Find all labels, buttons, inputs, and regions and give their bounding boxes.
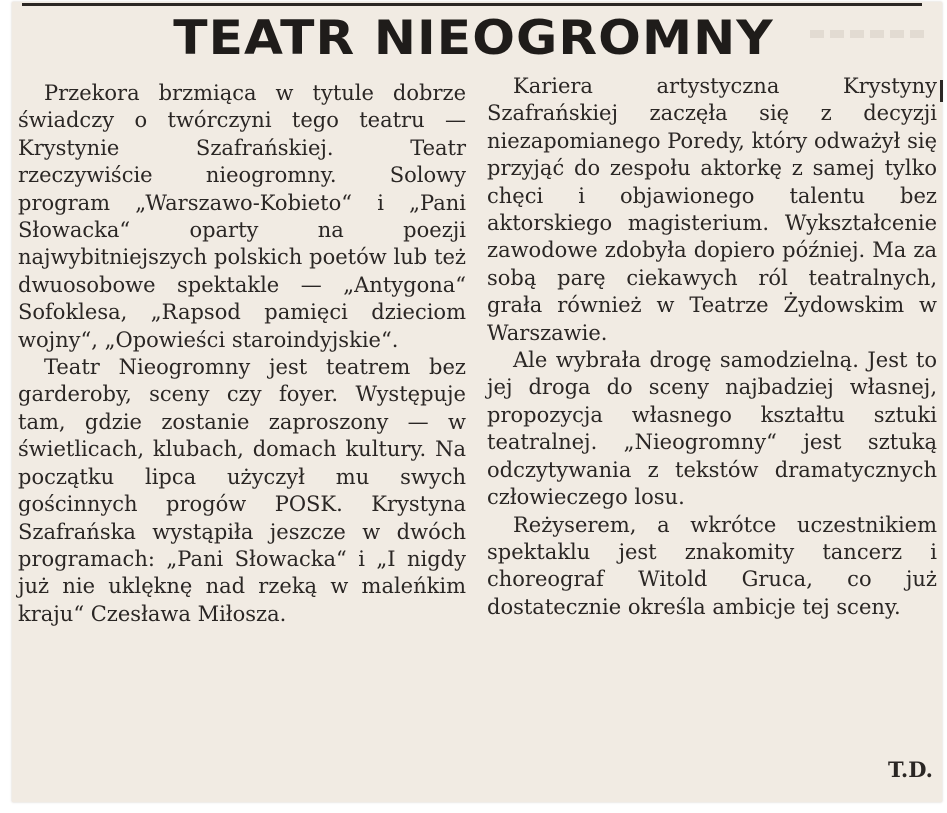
top-rule bbox=[22, 3, 922, 6]
right-paragraph-3: Reżyserem, a wkrótce uczestnikiem spektaklu jest znakomity tancerz i choreograf Witold Gruca, co już dostatecznie określa ambicje tej sceny. bbox=[487, 512, 937, 619]
author-signature: T.D. bbox=[887, 757, 933, 782]
article-title: TEATR NIEOGROMNY bbox=[173, 11, 774, 66]
right-paragraph-1: Kariera artystyczna Krystyny Szafrańskiej zaczęła się z decyzji niezapomianego Poredy, który odważył się przyjąć do zespołu aktorkę z samej tylko chęci i objawionego talentu bez aktorskiego magisterium. Wykształcenie zawodowe zdobyła dopiero później. Ma za sobą parę ciekawych ról teatralnych, grała również w Teatrze Żydowskim w Warszawie. bbox=[487, 74, 937, 345]
left-paragraph-2: Teatr Nieogromny jest teatrem bez garderoby, sceny czy foyer. Występuje tam, gdzie zostanie zaproszony — w świetlicach, klubach, domach kultury. Na początku lipca użyczył mu swych gościnnych progów POSK. Krystyna Szafrańska wystąpiła jeszcze w dwóch programach: „Pani Słowacka“ i „I nigdy już nie uklęknę nad rzeką w maleńkim kraju“ Czesława Miłosza. bbox=[18, 355, 466, 626]
article-right-column bbox=[487, 73, 937, 621]
left-paragraph-1: Przekora brzmiąca w tytule dobrze świadczy o twórczyni tego teatru — Krystynie Szafrańskiej. Teatr rzeczywiście nieogromny. Solowy program „Warszawo-Kobieto“ i „Pani Słowacka“ oparty na poezji najwybitniejszych polskich poetów lub też dwuosobowe spektakle — „Antygona“ Sofoklesa, „Rapsod pamięci dzieciom wojny“, „Opowieści staroindyjskie“. bbox=[18, 81, 466, 352]
column-rule bbox=[940, 80, 943, 102]
right-paragraph-2: Ale wybrała drogę samodzielną. Jest to jej droga do sceny najbadziej własnej, propozycja własnego kształtu sztuki teatralnej. „Nieogromny“ jest sztuką odczytywania z tekstów dramatycznych człowieczego losu. bbox=[487, 348, 937, 510]
article-left-column bbox=[18, 80, 466, 628]
